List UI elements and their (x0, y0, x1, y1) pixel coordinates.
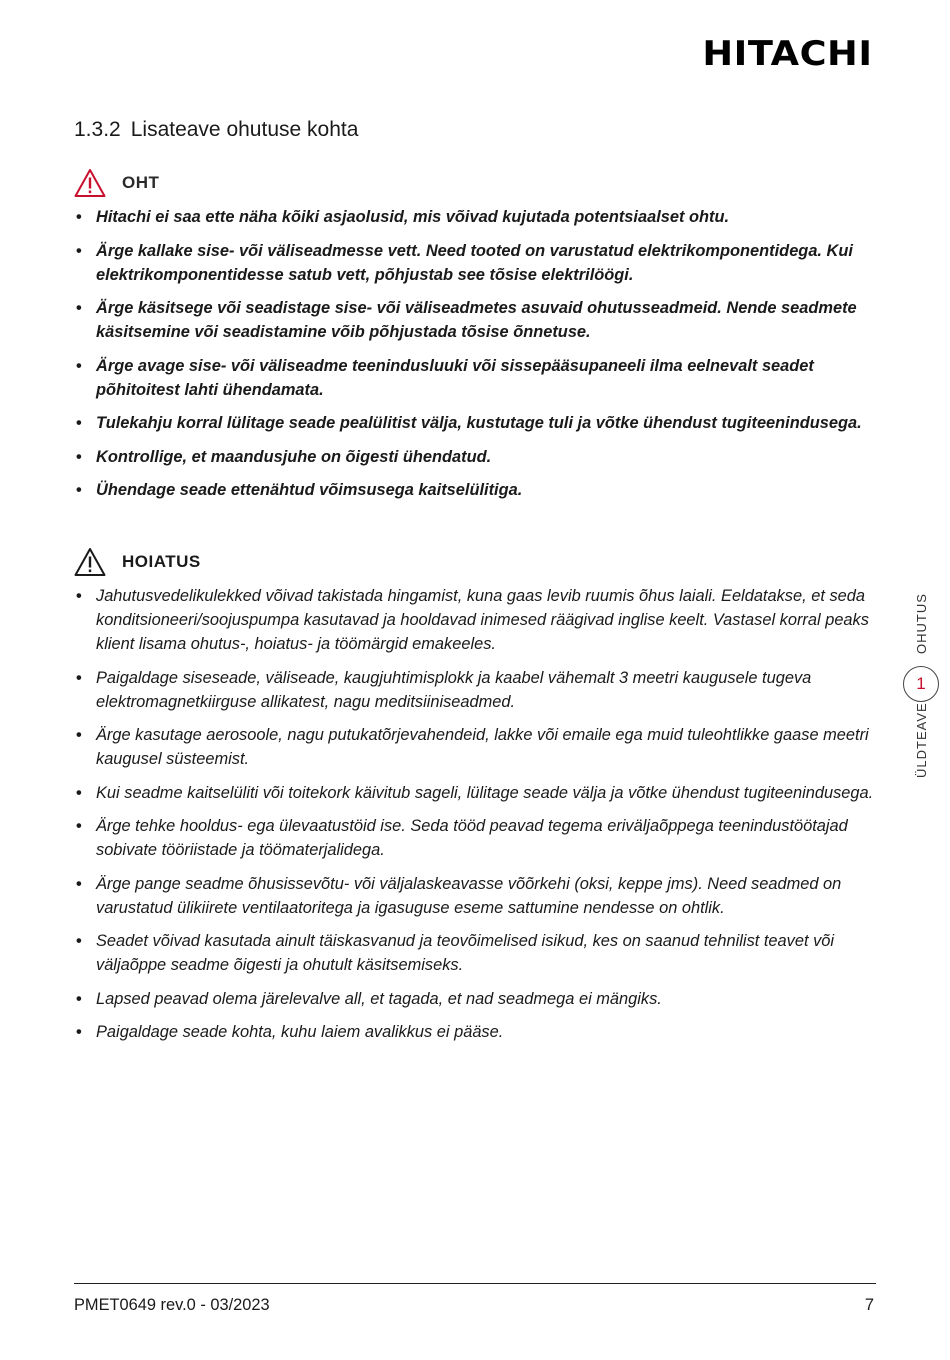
list-item: • Paigaldage siseseade, väliseade, kaugjuhtimisplokk ja kaabel vähemalt 3 meetri kaugusele tugeva elektromagnetkiirguse allikatest, nagu meditsiiniseadmed. (74, 666, 874, 714)
page-number: 7 (864, 1296, 874, 1314)
danger-block (74, 167, 874, 512)
list-item: • Tulekahju korral lülitage seade pealülitist välja, kustutage tuli ja võtke ühendust tugiteenindusega. (74, 411, 874, 435)
list-item: • Ühendage seade ettenähtud võimsusega kaitselülitiga. (74, 478, 874, 502)
list-item: • Kui seadme kaitselüliti või toitekork käivitub sageli, lülitage seade välja ja võtke ühendust tugiteenindusega. (74, 781, 874, 805)
section-title (74, 118, 358, 142)
danger-triangle-icon (74, 168, 106, 198)
list-item: • Seadet võivad kasutada ainult täiskasvanud ja teovõimelised isikud, kes on saanud tehnilist teavet või väljaõppe seadme õigesti ja ohutult käsitsemiseks. (74, 929, 874, 977)
footer-divider (74, 1283, 876, 1284)
warning-block (74, 546, 874, 1054)
warning-heading (74, 546, 874, 578)
list-item: • Ärge pange seadme õhusissevõtu- või väljalaskeavasse võõrkehi (oksi, keppe jms). Need seadmed on varustatud ülikiirete ventilaatoritega ja igasuguse eseme sattumine nendesse on ohtlik. (74, 872, 874, 920)
warning-triangle-icon (74, 547, 106, 577)
warning-list (74, 584, 874, 1044)
list-item: • Hitachi ei saa ette näha kõiki asjaolusid, mis võivad kujutada potentsiaalset ohtu. (74, 205, 874, 229)
list-item: • Jahutusvedelikulekked võivad takistada hingamist, kuna gaas levib ruumis õhus laiali. Eeldatakse, et seda konditsioneeri/soojuspumpa kasutavad ja hooldavad inimesed räägivad inglise keelt. Vastasel korral peaks klient lisama ohutus-, hoiatus- ja töömärgid emakeeles. (74, 584, 874, 656)
danger-list (74, 205, 874, 502)
side-tab-top-label: OHUTUS (914, 593, 929, 654)
list-item: • Ärge käsitsege või seadistage sise- või väliseadmetes asuvaid ohutusseadmeid. Nende seadmete käsitsemine või seadistamine võib põhjustada tõsise õnnetuse. (74, 296, 874, 344)
list-item: • Kontrollige, et maandusjuhe on õigesti ühendatud. (74, 445, 874, 469)
list-item: • Lapsed peavad olema järelevalve all, et tagada, et nad seadmega ei mängiks. (74, 987, 874, 1011)
list-item: • Ärge avage sise- või väliseadme teenindusluuki või sissepääsupaneeli ilma eelnevalt seadet põhitoitest lahti ühendamata. (74, 354, 874, 402)
side-tab-bottom-label: ÜLDTEAVE (914, 702, 929, 778)
section-title-text: Lisateave ohutuse kohta (130, 118, 359, 141)
hitachi-logo: HITACHI (702, 34, 873, 74)
section-number: 1.3.2 (74, 118, 121, 141)
list-item: • Ärge kasutage aerosoole, nagu putukatõrjevahendeid, lakke või emaile ega muid tuleohtlikke gaase meetri kaugusel süsteemist. (74, 723, 874, 771)
warning-label: HOIATUS (122, 552, 201, 571)
chapter-number-badge: 1 (903, 666, 939, 702)
list-item: • Ärge kallake sise- või väliseadmesse vett. Need tooted on varustatud elektrikomponentidega. Kui elektrikomponentidesse satub vett, põhjustab see tõsise elektrilöögi. (74, 239, 874, 287)
danger-heading (74, 167, 874, 199)
list-item: • Ärge tehke hooldus- ega ülevaatustöid ise. Seda tööd peavad tegema eriväljaõppega teenindustöötajad sobivate tööriistade ja töömaterjalidega. (74, 814, 874, 862)
list-item: • Paigaldage seade kohta, kuhu laiem avalikkus ei pääse. (74, 1020, 874, 1044)
chapter-side-tab (898, 590, 948, 790)
document-id: PMET0649 rev.0 - 03/2023 (74, 1296, 270, 1314)
danger-label: OHT (122, 173, 160, 192)
